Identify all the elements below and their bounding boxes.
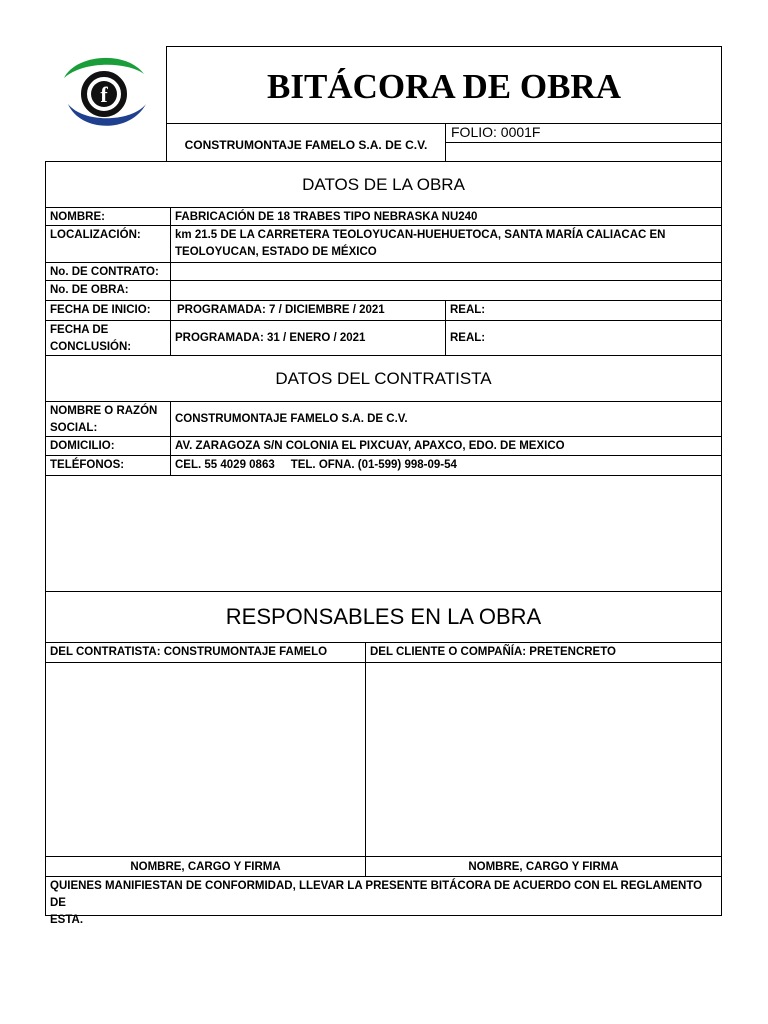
fecha-inicio-label: FECHA DE INICIO: bbox=[45, 300, 171, 321]
conformidad-line-2: ESTA. bbox=[50, 914, 84, 926]
domicilio-value: AV. ZARAGOZA S/N COLONIA EL PIXCUAY, APAXCO, EDO. DE MEXICO bbox=[170, 436, 722, 456]
fecha-conclusion-label-line-1: FECHA DE bbox=[50, 324, 109, 336]
title-cell bbox=[166, 46, 722, 124]
firma-cliente-label: NOMBRE, CARGO Y FIRMA bbox=[365, 856, 722, 877]
contrato-value bbox=[170, 262, 722, 281]
section-datos-contratista: DATOS DEL CONTRATISTA bbox=[45, 355, 722, 402]
page-title: BITÁCORA DE OBRA bbox=[267, 67, 621, 106]
fecha-conclusion-real: REAL: bbox=[445, 320, 722, 356]
company-logo bbox=[58, 52, 150, 136]
conformidad-footer bbox=[45, 876, 722, 926]
fecha-conclusion-programada: PROGRAMADA: 31 / ENERO / 2021 bbox=[170, 320, 446, 356]
blank-notes-area bbox=[45, 475, 722, 592]
fecha-conclusion-label bbox=[45, 320, 171, 356]
nombre-value: FABRICACIÓN DE 18 TRABES TIPO NEBRASKA NU240 bbox=[170, 207, 722, 226]
contrato-label: No. DE CONTRATO: bbox=[45, 262, 171, 281]
company-name: CONSTRUMONTAJE FAMELO S.A. DE C.V. bbox=[184, 137, 428, 152]
cliente-responsable-label: DEL CLIENTE O COMPAÑÍA: PRETENCRETO bbox=[365, 642, 722, 663]
telefonos-value: CEL. 55 4029 0863 TEL. OFNA. (01-599) 998-09-54 bbox=[170, 455, 722, 476]
fecha-conclusion-label-line-2: CONCLUSIÓN: bbox=[50, 341, 132, 353]
conformidad-line-1: QUIENES MANIFIESTAN DE CONFORMIDAD, LLEVAR LA PRESENTE BITÁCORA DE ACUERDO CON EL REGLAMENTO DE bbox=[50, 880, 703, 909]
contratista-signature-area bbox=[45, 662, 366, 857]
localizacion-value bbox=[170, 225, 722, 263]
nombre-label: NOMBRE: bbox=[45, 207, 171, 226]
logo-mark-icon bbox=[58, 52, 150, 136]
svg-text:f: f bbox=[100, 82, 108, 107]
firma-contratista-label: NOMBRE, CARGO Y FIRMA bbox=[45, 856, 366, 877]
folio-number: FOLIO: 0001F bbox=[451, 124, 541, 140]
localizacion-line-2: TEOLOYUCAN, ESTADO DE MÉXICO bbox=[175, 246, 377, 258]
localizacion-label: LOCALIZACIÓN: bbox=[45, 225, 171, 263]
fecha-inicio-programada: PROGRAMADA: 7 / DICIEMBRE / 2021 bbox=[170, 300, 446, 321]
domicilio-label: DOMICILIO: bbox=[45, 436, 171, 456]
section-responsables: RESPONSABLES EN LA OBRA bbox=[45, 591, 722, 643]
no-obra-label: No. DE OBRA: bbox=[45, 280, 171, 301]
razon-social-label-line-1: NOMBRE O RAZÓN bbox=[50, 405, 158, 417]
localizacion-line-1: km 21.5 DE LA CARRETERA TEOLOYUCAN-HUEHUETOCA, SANTA MARÍA CALIACAC EN bbox=[175, 229, 666, 241]
folio-blank-cell bbox=[445, 142, 722, 162]
razon-social-value: CONSTRUMONTAJE FAMELO S.A. DE C.V. bbox=[170, 401, 722, 437]
fecha-inicio-real: REAL: bbox=[445, 300, 722, 321]
section-datos-obra: DATOS DE LA OBRA bbox=[45, 161, 722, 208]
contratista-responsable-label: DEL CONTRATISTA: CONSTRUMONTAJE FAMELO bbox=[45, 642, 366, 663]
cliente-signature-area bbox=[365, 662, 722, 857]
no-obra-value bbox=[170, 280, 722, 301]
razon-social-label bbox=[45, 401, 171, 437]
telefonos-label: TELÉFONOS: bbox=[45, 455, 171, 476]
folio-cell bbox=[445, 123, 722, 143]
razon-social-label-line-2: SOCIAL: bbox=[50, 422, 98, 434]
company-cell bbox=[166, 123, 446, 162]
